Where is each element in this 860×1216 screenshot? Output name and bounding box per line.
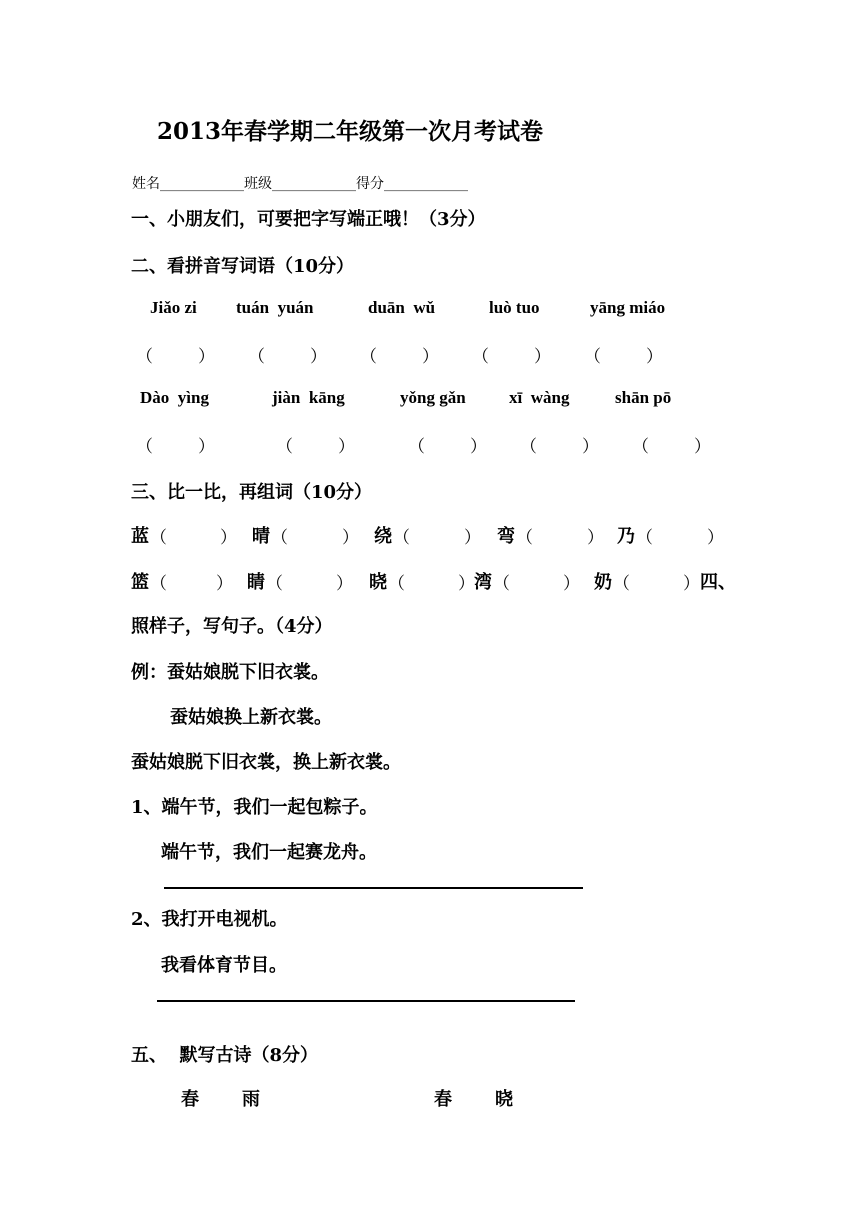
compare-row-1-close-3: ） [464, 528, 481, 548]
example-line-1: 例：蚕姑娘脱下旧衣裳。 [131, 662, 329, 683]
pinyin-1-2: tuán yuán [236, 298, 314, 317]
example-combined: 蚕姑娘脱下旧衣裳，换上新衣裳。 [131, 752, 401, 773]
compare-row-2-open-5: （ [613, 574, 630, 594]
compare-row-1-close-2: ） [342, 528, 359, 548]
pinyin-row-1-paren-close-4: ） [534, 347, 551, 367]
name-blank: ____________ [160, 176, 244, 192]
pinyin-row-2-paren-close-3: ） [470, 437, 487, 457]
section-3-heading: 三、比一比，再组词（10分） [131, 482, 373, 503]
compare-row-2-close-1: ） [216, 574, 233, 594]
pinyin-row-1-paren-close-5: ） [646, 347, 663, 367]
compare-row-2-open-1: （ [150, 574, 167, 594]
score-label: 得分 [356, 176, 384, 192]
example-line-2: 蚕姑娘换上新衣裳。 [170, 707, 332, 728]
poem-2-title-char-1: 春 [434, 1089, 452, 1110]
exam-title: 2013年春学期二年级第一次月考试卷 [157, 118, 544, 145]
question-2-line-1: 2、我打开电视机。 [131, 909, 288, 930]
section-1-heading: 一、小朋友们，可要把字写端正哦！（3分） [131, 209, 486, 230]
section-5-heading: 五、 默写古诗（8分） [131, 1045, 319, 1066]
compare-row-2-char-4: 湾 [474, 572, 492, 593]
name-label: 姓名 [132, 176, 160, 192]
pinyin-row-2-paren-close-1: ） [198, 437, 215, 457]
poem-1-title-char-2: 雨 [242, 1089, 260, 1110]
compare-row-1-open-3: （ [393, 528, 410, 548]
compare-row-1-char-4: 弯 [497, 526, 515, 547]
compare-row-2-open-4: （ [493, 574, 510, 594]
pinyin-row-1-paren-open-3: （ [360, 347, 377, 367]
pinyin-row-1-paren-open-1: （ [136, 347, 153, 367]
compare-row-1-open-4: （ [516, 528, 533, 548]
pinyin-2-3: yǒng gǎn [400, 388, 466, 407]
student-info-line [132, 173, 468, 193]
pinyin-2-1: Dào yìng [140, 388, 209, 407]
compare-row-2-char-5: 奶 [594, 572, 612, 593]
compare-row-2-close-5: ） [683, 574, 700, 594]
question-1-line-1: 1、端午节，我们一起包粽子。 [131, 797, 378, 818]
pinyin-row-2-paren-open-1: （ [136, 437, 153, 457]
section-4-number: 四、 [700, 572, 736, 593]
compare-row-1-char-5: 乃 [617, 526, 635, 547]
pinyin-2-5: shān pō [615, 388, 672, 407]
section-2-heading: 二、看拼音写词语（10分） [131, 256, 355, 277]
pinyin-row-1-paren-close-1: ） [198, 347, 215, 367]
compare-row-1-open-1: （ [150, 528, 167, 548]
pinyin-row-2-paren-open-4: （ [520, 437, 537, 457]
compare-row-1-open-5: （ [636, 528, 653, 548]
compare-row-1-close-5: ） [707, 528, 724, 548]
pinyin-1-4: luò tuo [489, 298, 540, 317]
compare-row-1-char-1: 蓝 [131, 526, 149, 547]
pinyin-row-1-paren-close-3: ） [422, 347, 439, 367]
pinyin-2-2: jiàn kāng [272, 388, 345, 407]
pinyin-row-2-paren-open-3: （ [408, 437, 425, 457]
compare-row-1-char-2: 晴 [252, 526, 270, 547]
poem-2-title-char-2: 晓 [495, 1089, 513, 1110]
pinyin-row-1-paren-close-2: ） [310, 347, 327, 367]
pinyin-row-2-paren-open-5: （ [632, 437, 649, 457]
pinyin-row-1-paren-open-5: （ [584, 347, 601, 367]
pinyin-row-2-paren-close-4: ） [582, 437, 599, 457]
compare-row-2-open-2: （ [266, 574, 283, 594]
pinyin-row-2-paren-close-5: ） [694, 437, 711, 457]
question-1-answer-line[interactable] [164, 887, 583, 889]
score-blank: ____________ [384, 176, 468, 192]
class-blank: ____________ [272, 176, 356, 192]
pinyin-row-1-paren-open-2: （ [248, 347, 265, 367]
pinyin-row-2-paren-close-2: ） [338, 437, 355, 457]
section-4-heading: 照样子，写句子。（4分） [131, 616, 333, 637]
pinyin-row-2-paren-open-2: （ [276, 437, 293, 457]
pinyin-row-1-paren-open-4: （ [472, 347, 489, 367]
compare-row-1-char-3: 绕 [374, 526, 392, 547]
class-label: 班级 [244, 176, 272, 192]
question-2-answer-line[interactable] [157, 1000, 575, 1002]
pinyin-1-3: duān wǔ [368, 298, 436, 317]
compare-row-1-open-2: （ [271, 528, 288, 548]
compare-row-2-char-1: 篮 [131, 572, 149, 593]
question-2-line-2: 我看体育节目。 [161, 955, 287, 976]
question-1-line-2: 端午节，我们一起赛龙舟。 [161, 842, 377, 863]
pinyin-1-5: yāng miáo [590, 298, 666, 317]
compare-row-1-close-1: ） [220, 528, 237, 548]
compare-row-1-close-4: ） [587, 528, 604, 548]
poem-1-title-char-1: 春 [181, 1089, 199, 1110]
compare-row-2-char-3: 晓 [369, 572, 387, 593]
compare-row-2-close-2: ） [336, 574, 353, 594]
compare-row-2-close-4: ） [563, 574, 580, 594]
compare-row-2-char-2: 睛 [247, 572, 265, 593]
pinyin-1-1: Jiǎo zi [150, 298, 197, 317]
compare-row-2-close-3: ） [458, 574, 475, 594]
pinyin-2-4: xī wàng [509, 388, 570, 407]
compare-row-2-open-3: （ [388, 574, 405, 594]
